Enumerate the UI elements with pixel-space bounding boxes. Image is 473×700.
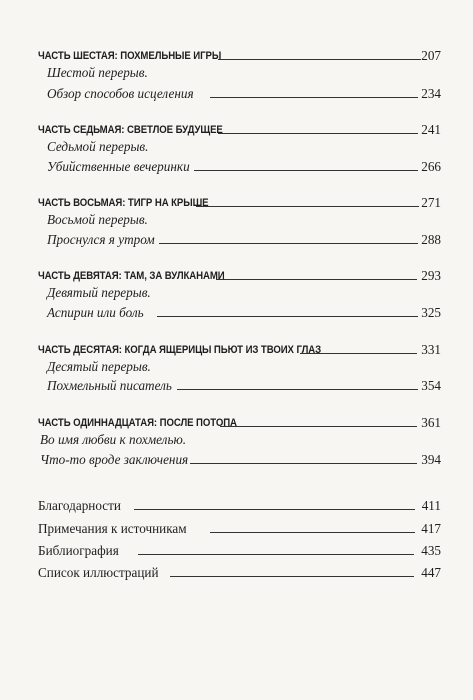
part-title: ЧАСТЬ СЕДЬМАЯ: СВЕТЛОЕ БУДУЩЕЕ [38, 124, 223, 136]
page-number: 234 [421, 86, 441, 101]
page-number: 354 [421, 378, 441, 393]
toc-part-heading [38, 267, 441, 285]
toc-item [40, 451, 441, 469]
leader-line [134, 509, 415, 510]
part-title: ЧАСТЬ ДЕВЯТАЯ: ТАМ, ЗА ВУЛКАНАМИ [38, 270, 225, 282]
item-title: Десятый перерыв. [47, 359, 151, 374]
toc-item [47, 211, 441, 229]
page-number: 325 [421, 305, 441, 320]
toc-item [47, 358, 441, 376]
part-title: ЧАСТЬ ОДИННАДЦАТАЯ: ПОСЛЕ ПОТОПА [38, 417, 237, 429]
toc-item [47, 158, 441, 176]
page-number: 293 [421, 268, 441, 283]
leader-line [177, 389, 418, 390]
item-title: Девятый перерыв. [47, 285, 151, 300]
toc-part-heading [38, 47, 441, 65]
toc-item [47, 377, 441, 395]
page-number: 331 [421, 342, 441, 357]
toc-part-heading [38, 194, 441, 212]
toc-item [47, 85, 441, 103]
page-number: 266 [421, 159, 441, 174]
toc-item [47, 304, 441, 322]
leader-line [210, 97, 418, 98]
toc-item [47, 64, 441, 82]
item-title: Проснулся я утром [47, 232, 155, 247]
page-number: 435 [421, 543, 441, 558]
leader-line [196, 206, 419, 207]
toc-item [47, 138, 441, 156]
item-title: Библиография [38, 543, 119, 558]
leader-line [216, 279, 417, 280]
item-title: Во имя любви к похмелью. [40, 432, 187, 447]
toc-back-matter-item [38, 497, 441, 515]
toc-item [40, 431, 441, 449]
page-number: 207 [421, 48, 441, 63]
page-number: 411 [421, 498, 441, 513]
leader-line [138, 554, 414, 555]
leader-line [157, 316, 418, 317]
leader-line [220, 426, 417, 427]
leader-line [300, 353, 417, 354]
toc-back-matter-item [38, 520, 441, 538]
toc-part-heading [38, 341, 441, 359]
item-title: Восьмой перерыв. [47, 212, 148, 227]
item-title: Шестой перерыв. [47, 65, 148, 80]
part-title: ЧАСТЬ ДЕСЯТАЯ: КОГДА ЯЩЕРИЦЫ ПЬЮТ ИЗ ТВОИХ ГЛАЗ [38, 344, 322, 356]
item-title: Что-то вроде заключения [40, 452, 189, 467]
item-title: Список иллюстраций [38, 565, 159, 580]
leader-line [170, 576, 414, 577]
toc-item [47, 284, 441, 302]
toc-part-heading [38, 121, 441, 139]
leader-line [218, 133, 418, 134]
item-title: Аспирин или боль [47, 305, 144, 320]
toc-item [47, 231, 441, 249]
page-number: 241 [421, 122, 441, 137]
item-title: Седьмой перерыв. [47, 139, 149, 154]
toc-back-matter-item [38, 564, 441, 582]
toc-part-heading [38, 414, 441, 432]
part-title: ЧАСТЬ ВОСЬМАЯ: ТИГР НА КРЫШЕ [38, 197, 209, 209]
leader-line [210, 532, 415, 533]
item-title: Похмельный писатель [47, 378, 172, 393]
leader-line [190, 463, 417, 464]
leader-line [218, 59, 421, 60]
item-title: Примечания к источникам [38, 521, 187, 536]
page-number: 394 [421, 452, 441, 467]
leader-line [159, 243, 418, 244]
page-number: 361 [421, 415, 441, 430]
item-title: Убийственные вечеринки [47, 159, 190, 174]
page-number: 271 [421, 195, 441, 210]
page-number: 447 [421, 565, 441, 580]
page-number: 417 [421, 521, 441, 536]
toc-back-matter-item [38, 542, 441, 560]
item-title: Обзор способов исцеления [47, 86, 194, 101]
item-title: Благодарности [38, 498, 121, 513]
page-number: 288 [421, 232, 441, 247]
part-title: ЧАСТЬ ШЕСТАЯ: ПОХМЕЛЬНЫЕ ИГРЫ [38, 50, 222, 62]
leader-line [194, 170, 418, 171]
